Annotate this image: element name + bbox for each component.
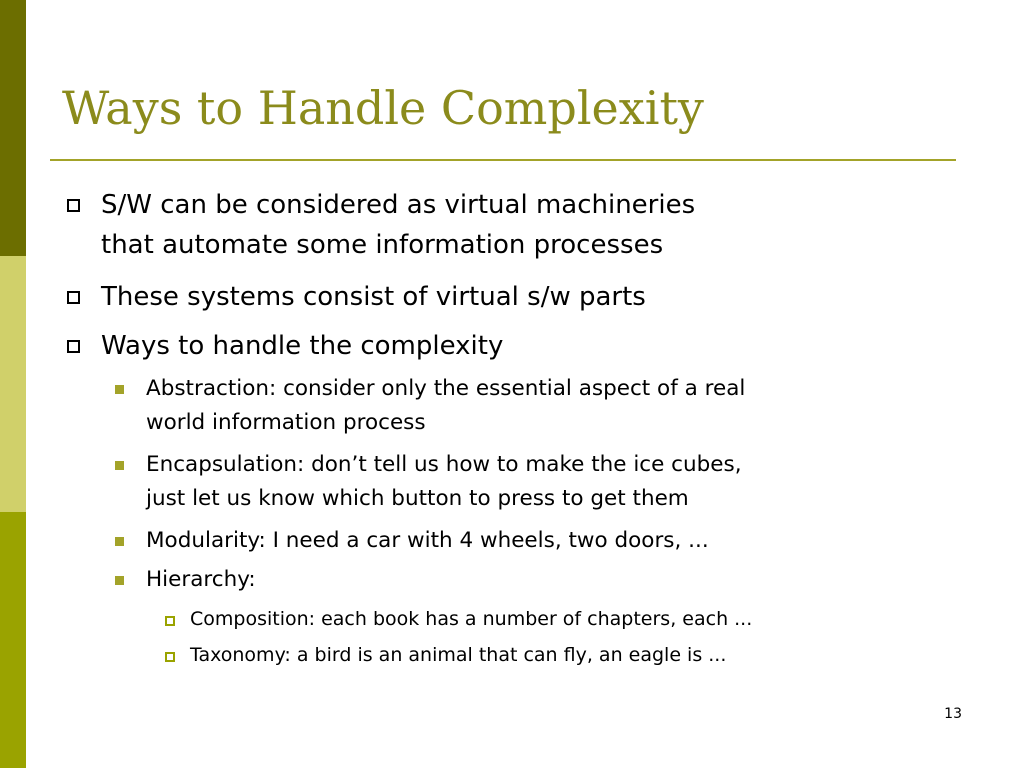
square-outline-bullet-icon bbox=[165, 652, 175, 662]
bullet-line: Composition: each book has a number of chapters, each ... bbox=[190, 608, 753, 630]
square-outline-bullet-icon bbox=[67, 291, 80, 304]
bullet-line: Encapsulation: don’t tell us how to make the ice cubes, bbox=[146, 452, 742, 477]
bullet-line: Hierarchy: bbox=[146, 567, 256, 592]
filled-square-bullet-icon bbox=[115, 385, 124, 394]
bullet-line: that automate some information processes bbox=[101, 230, 664, 260]
bullet-line: Taxonomy: a bird is an animal that can fly, an eagle is ... bbox=[190, 644, 727, 666]
bullet-line: These systems consist of virtual s/w parts bbox=[101, 282, 646, 312]
bullet-line: S/W can be considered as virtual machineries bbox=[101, 190, 696, 220]
filled-square-bullet-icon bbox=[115, 537, 124, 546]
bullet-item bbox=[101, 185, 695, 265]
sub-bullet-item bbox=[146, 524, 709, 558]
bullet-item bbox=[101, 277, 646, 317]
bullet-line: Ways to handle the complexity bbox=[101, 331, 504, 361]
square-outline-bullet-icon bbox=[67, 340, 80, 353]
square-outline-bullet-icon bbox=[67, 199, 80, 212]
bullet-line: world information process bbox=[146, 410, 426, 435]
filled-square-bullet-icon bbox=[115, 576, 124, 585]
slide-title: Ways to Handle Complexity bbox=[62, 81, 704, 135]
sub-bullet-item bbox=[146, 448, 742, 516]
bullet-line: just let us know which button to press to get them bbox=[146, 486, 689, 511]
sub-sub-bullet-item bbox=[190, 637, 726, 673]
sub-sub-bullet-item bbox=[190, 601, 752, 637]
bullet-line: Modularity: I need a car with 4 wheels, two doors, ... bbox=[146, 528, 709, 553]
filled-square-bullet-icon bbox=[115, 461, 124, 470]
sub-bullet-item bbox=[146, 372, 745, 440]
square-outline-bullet-icon bbox=[165, 616, 175, 626]
bullet-item bbox=[101, 326, 503, 366]
sub-bullet-item bbox=[146, 563, 256, 597]
bullet-line: Abstraction: consider only the essential aspect of a real bbox=[146, 376, 746, 401]
page-number: 13 bbox=[944, 706, 962, 722]
